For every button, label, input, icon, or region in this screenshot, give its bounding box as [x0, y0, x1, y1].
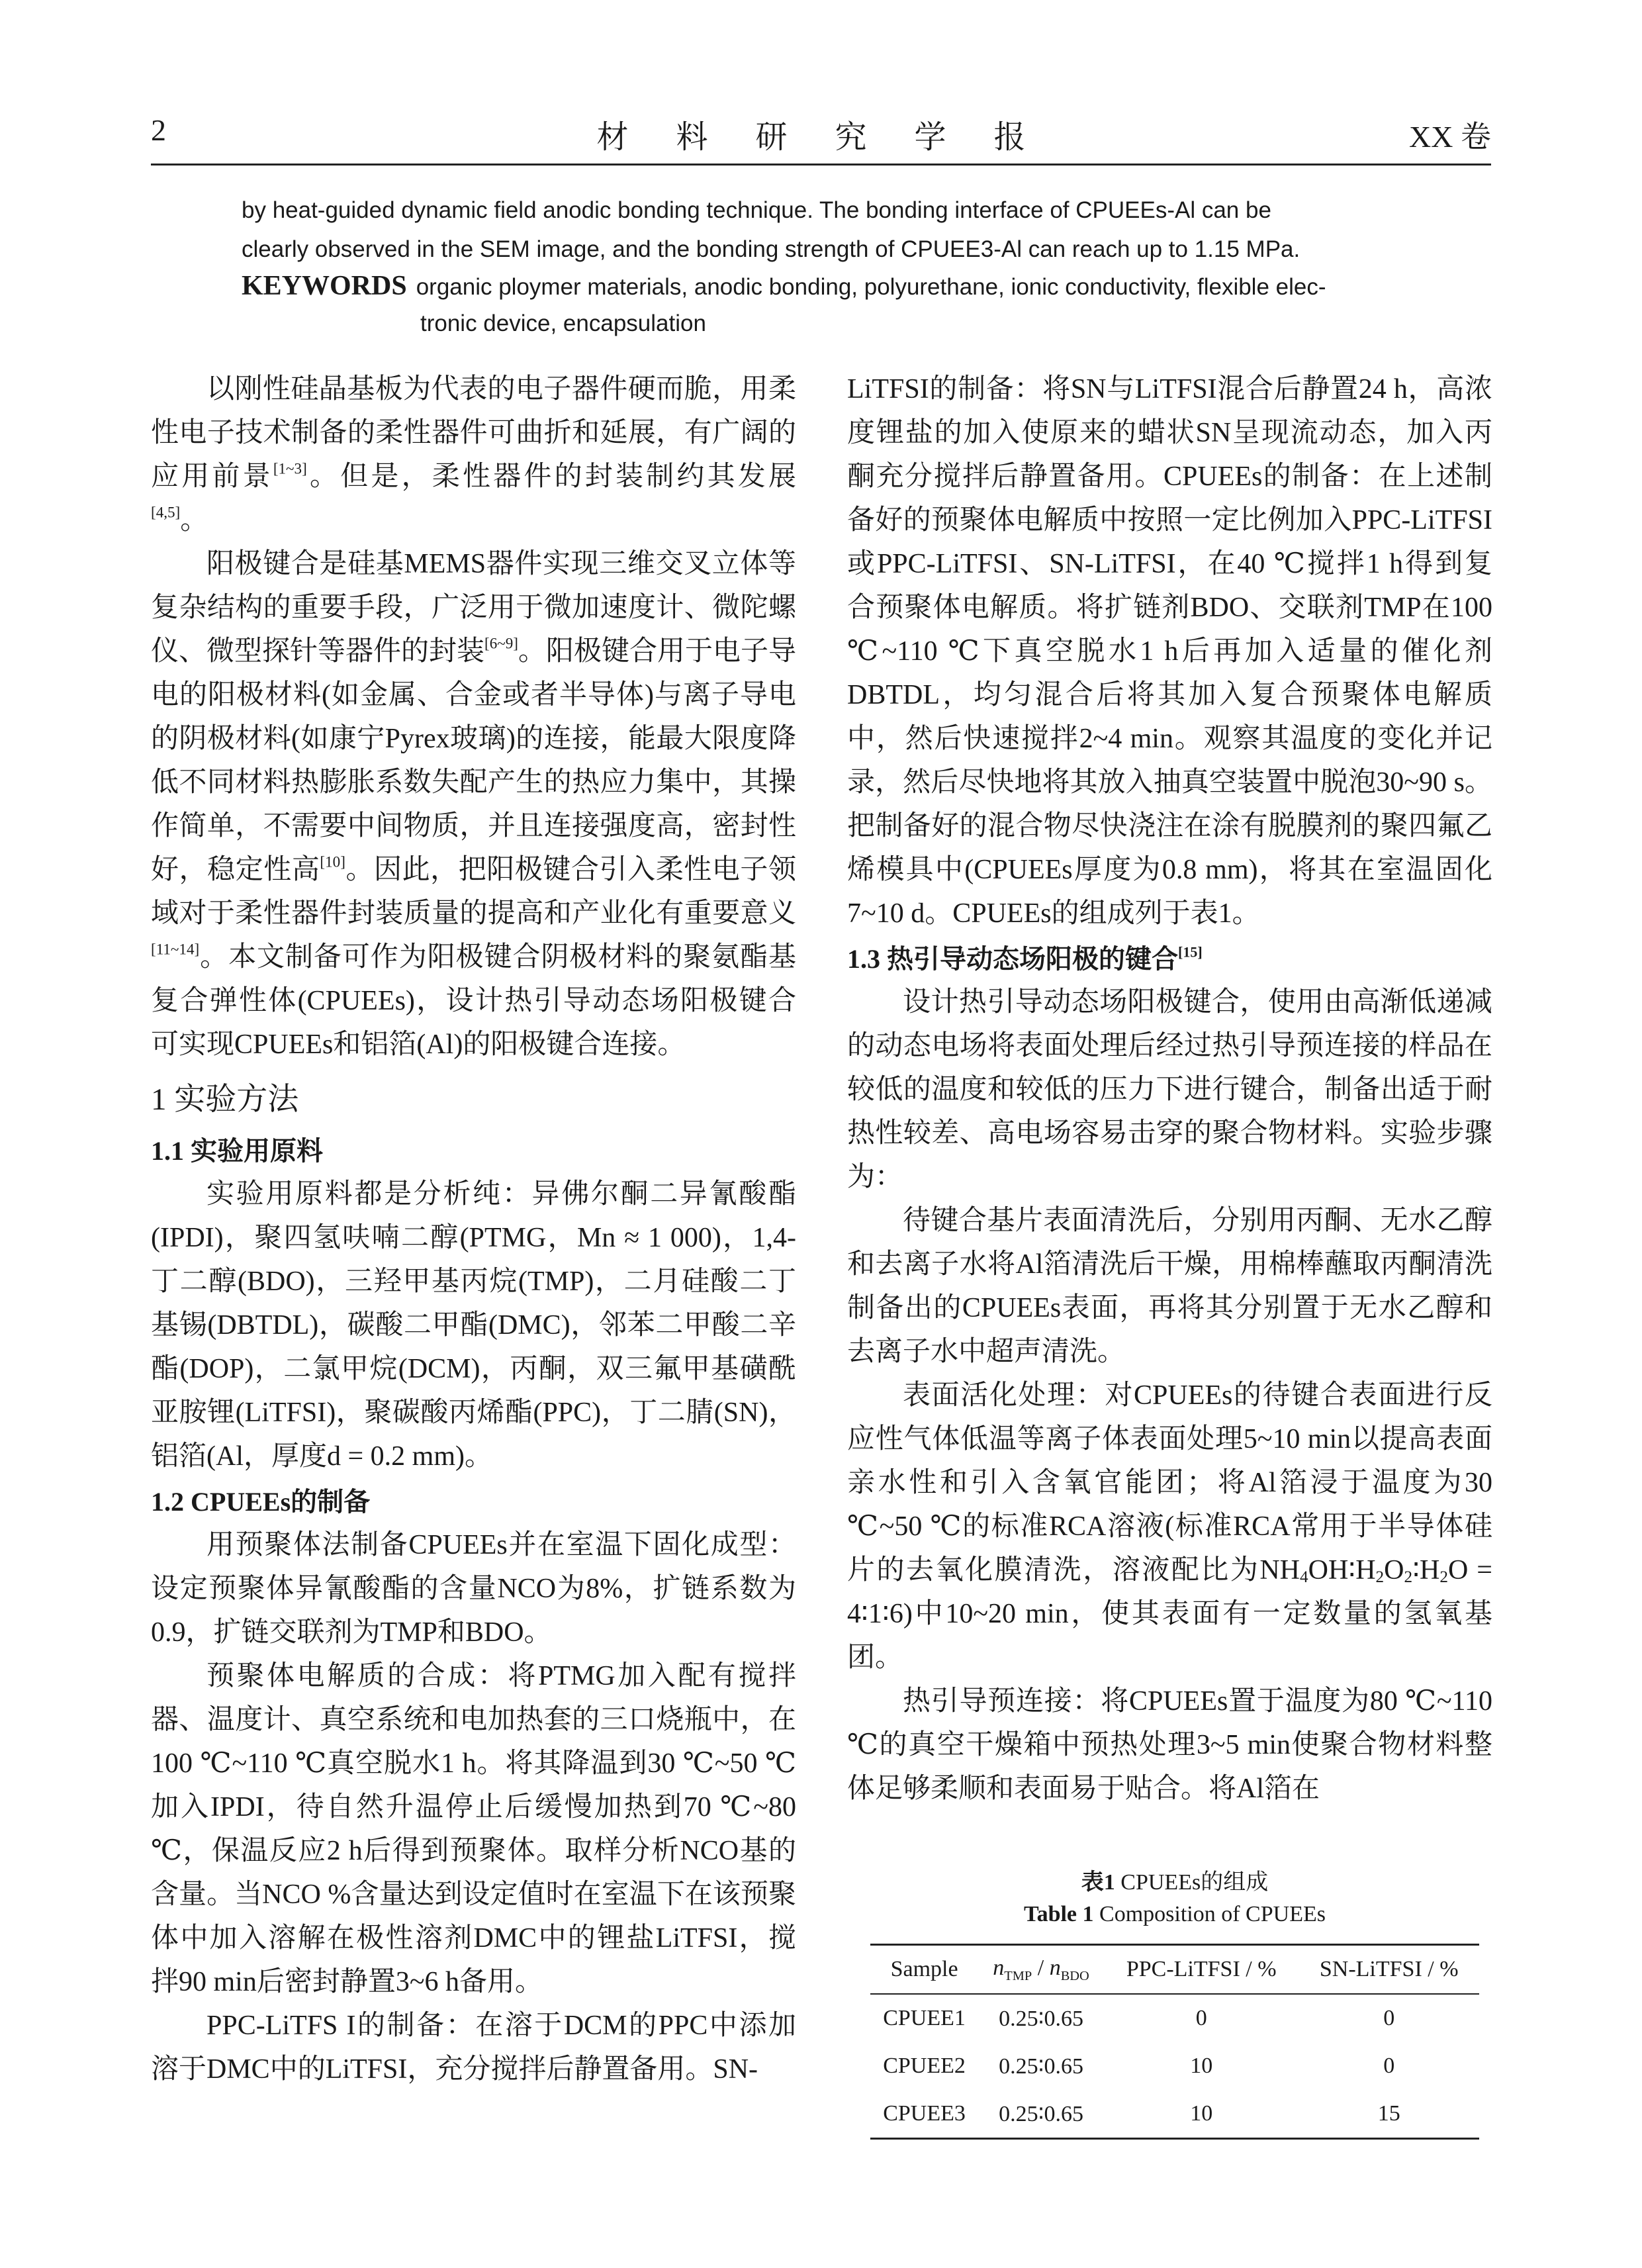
cell-sn: 15: [1377, 2101, 1400, 2126]
text-run: 。因此，把阳极键合引入柔性电子领域对于柔性器件封装质量的提高和产业化有重要意义: [151, 855, 796, 929]
left-column: [151, 367, 796, 2091]
body-paragraph: 预聚体电解质的合成：将PTMG加入配有搅拌器、温度计、真空系统和电加热套的三口烧瓶中，在100 ℃~110 ℃真空脱水1 h。将其降温到30 ℃~50 ℃加入IPDI，待自然升温停止后缓慢加热到70 ℃~80 ℃，保温反应2 h后得到预聚体。取样分析NCO基的含量。当NCO %含量达到设定值时在室温下在该预聚体中加入溶解在极性溶剂DMC中的锂盐LiTFSI，搅拌90 min后密封静置3~6 h备用。: [151, 1661, 796, 1997]
citation[interactable]: [10]: [320, 853, 345, 871]
table-row: [870, 2042, 1479, 2090]
intro-paragraph: [151, 542, 796, 1066]
cell-ppc: 0: [1195, 2006, 1207, 2030]
keywords-label: KEYWORDS: [242, 271, 407, 301]
citation[interactable]: [11~14]: [151, 940, 200, 958]
citation[interactable]: [1~3]: [273, 459, 307, 477]
text-run: O = 4∶1∶6)中10~20 min，使其表面有一定数量的氢氧基团。: [847, 1555, 1492, 1673]
keywords-text: tronic device, encapsulation: [420, 310, 706, 336]
cell-sn: 0: [1383, 2054, 1395, 2078]
body-paragraph: 实验用原料都是分析纯：异佛尔酮二异氰酸酯(IPDI)，聚四氢呋喃二醇(PTMG，Mn ≈ 1 000)，1,4-丁二醇(BDO)，三羟甲基丙烷(TMP)，二月硅酸二丁基锡(DBTDL)，碳酸二甲酯(DMC)，邻苯二甲酸二辛酯(DOP)，二氯甲烷(DCM)，丙酮，双三氟甲基磺酰亚胺锂(LiTFSI)，聚碳酸丙烯酯(PPC)，丁二腈(SN)，铝箔(Al，厚度d = 0.2 mm)。: [151, 1179, 796, 1472]
symbol: n: [993, 1955, 1005, 1980]
text-run: 以刚性硅晶基板为代表的电子器件硬而脆，用柔性电子技术制备的柔性器件可曲折和延展，有广阔的应用前景: [151, 374, 796, 492]
cell-sn: 0: [1383, 2006, 1395, 2030]
subscript: 4: [1300, 1568, 1308, 1587]
citation[interactable]: [4,5]: [151, 503, 181, 521]
table-header-row: [870, 1945, 1479, 1995]
separator: /: [1032, 1955, 1050, 1980]
body-paragraph: [847, 1374, 1492, 1679]
cell-sample: CPUEE2: [883, 2054, 966, 2078]
subscript: 2: [1404, 1568, 1413, 1587]
text-run: 。本文制备可作为阳极键合阴极材料的聚氨酯基复合弹性体(CPUEEs)，设计热引导动态场阳极键合可实现CPUEEs和铝箔(Al)的阳极键合连接。: [151, 942, 796, 1060]
journal-title: 材 料 研 究 学 报: [596, 120, 1046, 155]
text-run: 阳极键合是硅基MEMS器件实现三维交叉立体等复杂结构的重要手段，广泛用于微加速度计、微陀螺仪、微型探针等器件的封装: [151, 549, 796, 667]
right-column: [847, 367, 1492, 1811]
subsection-heading: [847, 938, 1492, 980]
body-paragraph: 热引导预连接：将CPUEEs置于温度为80 ℃~110 ℃的真空干燥箱中预热处理3~5 min使聚合物材料整体足够柔顺和表面易于贴合。将Al箔在: [847, 1686, 1492, 1804]
cell-ratio: 0.25∶0.65: [999, 2054, 1083, 2079]
table-1: [857, 1867, 1492, 2140]
subscript: BDO: [1060, 1968, 1089, 1983]
table-caption-cn: [857, 1867, 1492, 1899]
body-paragraph: 待键合基片表面清洗后，分别用丙酮、无水乙醇和去离子水将Al箔清洗后干燥，用棉棒蘸取丙酮清洗制备出的CPUEEs表面，再将其分别置于无水乙醇和去离子水中超声清洗。: [847, 1205, 1492, 1367]
section-heading: 1 实验方法: [151, 1082, 299, 1117]
abstract-tail: [242, 191, 1406, 269]
caption-label: Table 1: [1024, 1902, 1094, 1926]
cell-ppc: 10: [1190, 2101, 1213, 2126]
body-paragraph: PPC-LiTFS I的制备：在溶于DCM的PPC中添加溶于DMC中的LiTFSI，充分搅拌后静置备用。SN-: [151, 2010, 796, 2085]
text-run: 。: [180, 505, 208, 536]
citation[interactable]: [6~9]: [484, 634, 518, 652]
column-header-sn: SN-LiTFSI / %: [1319, 1957, 1459, 1981]
cell-ppc: 10: [1190, 2054, 1213, 2078]
cell-ratio: 0.25∶0.65: [999, 2007, 1083, 2031]
page-header: [151, 106, 1491, 159]
keywords-block: [242, 268, 1406, 342]
abstract-line: by heat-guided dynamic field anodic bonding technique. The bonding interface of CPUEEs-Al can be: [242, 197, 1271, 223]
column-header-sample: Sample: [890, 1957, 958, 1981]
caption-text: CPUEEs的组成: [1115, 1870, 1269, 1895]
keywords-text: organic ploymer materials, anodic bonding, polyurethane, ionic conductivity, flexible elec-: [416, 274, 1326, 300]
volume-label: XX 卷: [1409, 120, 1491, 154]
subscript: TMP: [1004, 1968, 1032, 1983]
column-header-ppc: PPC-LiTFSI / %: [1126, 1957, 1277, 1981]
citation[interactable]: [15]: [1178, 943, 1203, 961]
text-run: 表面活化处理：对CPUEEs的待键合表面进行反应性气体低温等离子体表面处理5~10 min以提高表面亲水性和引入含氧官能团；将Al箔浸于温度为30 ℃~50 ℃的标准RCA溶液(标准RCA常用于半导体硅片的去氧化膜清洗，溶液配比为NH: [847, 1380, 1492, 1585]
text-run: ∶H: [1412, 1555, 1440, 1585]
subscript: 2: [1375, 1568, 1385, 1587]
heading-text: 1.3 热引导动态场阳极的键合: [847, 944, 1178, 974]
header-divider: [151, 164, 1491, 165]
text-run: OH∶H: [1308, 1555, 1376, 1585]
table-row: [870, 2090, 1479, 2139]
table-caption-en: [857, 1899, 1492, 1930]
composition-table: [870, 1944, 1479, 2140]
body-paragraph: 设计热引导动态场阳极键合，使用由高渐低递减的动态电场将表面处理后经过热引导预连接的样品在较低的温度和较低的压力下进行键合，制备出适于耐热性较差、高电场容易击穿的聚合物材料。实验步骤为：: [847, 987, 1492, 1192]
text-run: 。但是，柔性器件的封装制约其发展: [306, 461, 796, 492]
body-paragraph: LiTFSI的制备：将SN与LiTFSI混合后静置24 h，高浓度锂盐的加入使原来的蜡状SN呈现流动态，加入丙酮充分搅拌后静置备用。CPUEEs的制备：在上述制备好的预聚体电解质中按照一定比例加入PPC-LiTFSI或PPC-LiTFSI、SN-LiTFSI，在40 ℃搅拌1 h得到复合预聚体电解质。将扩链剂BDO、交联剂TMP在100 ℃~110 ℃下真空脱水1 h后再加入适量的催化剂DBTDL，均匀混合后将其加入复合预聚体电解质中，然后快速搅拌2~4 min。观察其温度的变化并记录，然后尽快地将其放入抽真空装置中脱泡30~90 s。把制备好的混合物尽快浇注在涂有脱膜剂的聚四氟乙烯模具中(CPUEEs厚度为0.8 mm)，将其在室温固化7~10 d。CPUEEs的组成列于表1。: [847, 374, 1492, 929]
column-header-ratio: [978, 1945, 1104, 1995]
subsection-heading: 1.2 CPUEEs的制备: [151, 1487, 371, 1517]
caption-label: 表1: [1081, 1870, 1115, 1895]
abstract-line: clearly observed in the SEM image, and the bonding strength of CPUEE3-Al can reach up to 1.15 MPa.: [242, 236, 1300, 262]
caption-text: Composition of CPUEEs: [1093, 1902, 1326, 1926]
cell-sample: CPUEE3: [883, 2101, 966, 2126]
subscript: 2: [1439, 1568, 1448, 1587]
cell-sample: CPUEE1: [883, 2006, 966, 2030]
cell-ratio: 0.25∶0.65: [999, 2102, 1083, 2126]
text-run: 。阳极键合用于电子导电的阳极材料(如金属、合金或者半导体)与离子导电的阴极材料(如康宁Pyrex玻璃)的连接，能最大限度降低不同材料热膨胀系数失配产生的热应力集中，其操作简单，不需要中间物质，并且连接强度高，密封性好，稳定性高: [151, 636, 796, 885]
body-paragraph: 用预聚体法制备CPUEEs并在室温下固化成型：设定预聚体异氰酸酯的含量NCO为8%，扩链系数为0.9，扩链交联剂为TMP和BDO。: [151, 1530, 796, 1648]
page-number: 2: [151, 113, 166, 147]
symbol: n: [1049, 1955, 1061, 1980]
text-run: O: [1384, 1555, 1404, 1585]
intro-paragraph: [151, 367, 796, 542]
table-row: [870, 1994, 1479, 2042]
subsection-heading: 1.1 实验用原料: [151, 1136, 323, 1166]
